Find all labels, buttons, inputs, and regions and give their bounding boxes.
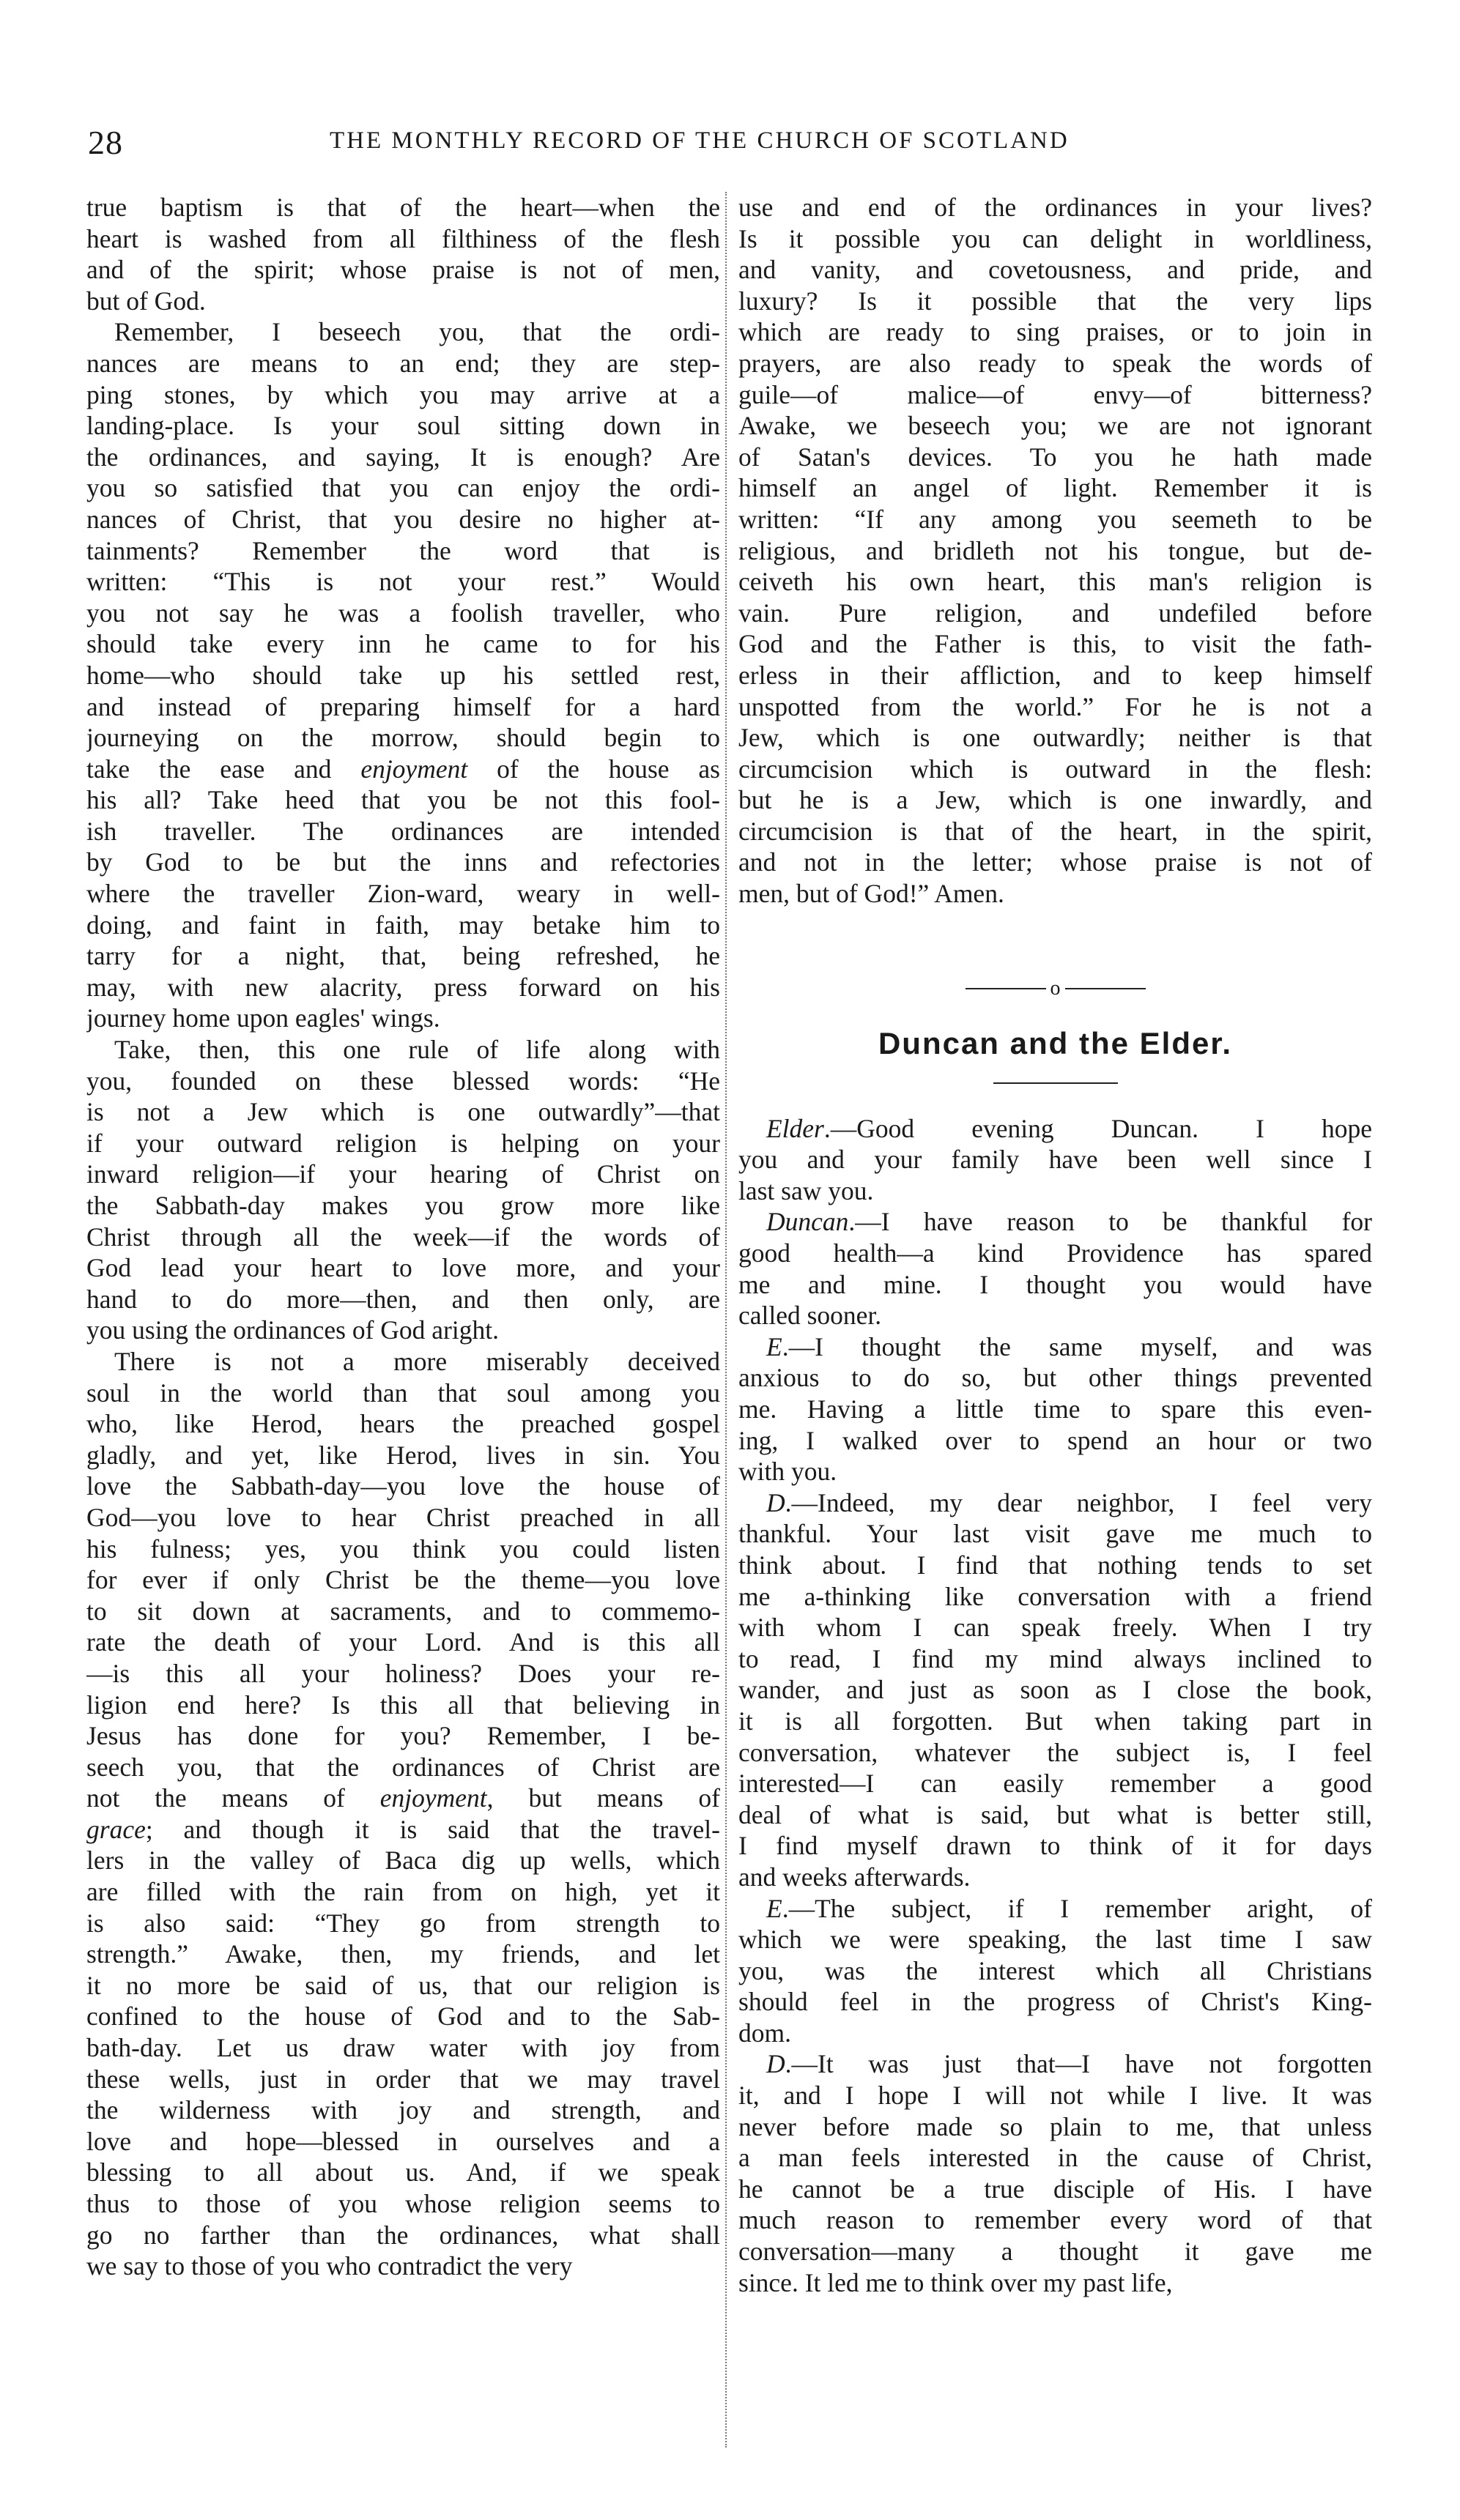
text-line: but of God. bbox=[86, 286, 206, 316]
text-line: Is it possible you can delight in worldliness, bbox=[738, 223, 1372, 253]
right-column bbox=[738, 192, 1372, 2298]
text-line: go no farther than the ordinances, what shall bbox=[86, 2220, 720, 2250]
text-line: these wells, just in order that we may travel bbox=[86, 2064, 720, 2094]
ornament-mark: o bbox=[1050, 976, 1061, 1000]
text-line: which we were speaking, the last time I saw bbox=[738, 1925, 1372, 1955]
text-line: and instead of preparing himself for a hard bbox=[86, 691, 720, 721]
text-line: me. Having a little time to spare this even- bbox=[738, 1394, 1372, 1424]
text-line: you not say he was a foolish traveller, who bbox=[86, 598, 720, 628]
text-line: good health—a kind Providence has spared bbox=[738, 1238, 1372, 1268]
text-line: much reason to remember every word of that bbox=[738, 2205, 1372, 2235]
text-line: D.—Indeed, my dear neighbor, I feel very bbox=[766, 1487, 1372, 1517]
text-line: with whom I can speak freely. When I try bbox=[738, 1613, 1372, 1643]
text-line: deal of what is said, but what is better still, bbox=[738, 1799, 1372, 1829]
text-line: last saw you. bbox=[738, 1175, 874, 1205]
text-line: conversation—many a thought it gave me bbox=[738, 2237, 1372, 2267]
text-line: Jew, which is one outwardly; neither is that bbox=[738, 723, 1372, 753]
left-column bbox=[86, 192, 720, 2282]
text-line: you and your family have been well since I bbox=[738, 1145, 1372, 1175]
text-line: of Satan's devices. To you he hath made bbox=[738, 442, 1372, 472]
text-line: love and hope—blessed in ourselves and a bbox=[86, 2126, 720, 2156]
text-line: grace; and though it is said that the travel- bbox=[86, 1814, 720, 1844]
text-line: is also said: “They go from strength to bbox=[86, 1908, 720, 1938]
text-line: may, with new alacrity, press forward on his bbox=[86, 972, 720, 1002]
text-line: There is not a more miserably deceived bbox=[114, 1346, 720, 1376]
emphasis: grace bbox=[86, 1814, 146, 1844]
text-line: a man feels interested in the cause of Christ, bbox=[738, 2143, 1372, 2173]
text-line: vain. Pure religion, and undefiled before bbox=[738, 598, 1372, 628]
text-line: unspotted from the world.” For he is not a bbox=[738, 691, 1372, 721]
text-line: and weeks afterwards. bbox=[738, 1862, 971, 1892]
emphasis: enjoyment bbox=[360, 754, 468, 784]
text-line: the ordinances, and saying, It is enough? Are bbox=[86, 442, 720, 472]
text-line: blessing to all about us. And, if we speak bbox=[86, 2157, 720, 2188]
text-line: to sit down at sacraments, and to commemo- bbox=[86, 1596, 720, 1626]
text-line: journeying on the morrow, should begin to bbox=[86, 723, 720, 753]
text-line: you so satisfied that you can enjoy the ordi- bbox=[86, 473, 720, 503]
text-line: called sooner. bbox=[738, 1301, 882, 1331]
text-line: his all? Take heed that you be not this fool- bbox=[86, 785, 720, 815]
text-line: D.—It was just that—I have not forgotten bbox=[766, 2049, 1372, 2079]
text-line: nances of Christ, that you desire no higher at- bbox=[86, 504, 720, 534]
article-title: Duncan and the Elder. bbox=[878, 1025, 1233, 1060]
text-line: to read, I find my mind always inclined to bbox=[738, 1643, 1372, 1673]
text-line: nances are means to an end; they are step- bbox=[86, 348, 720, 378]
text-line: thankful. Your last visit gave me much to bbox=[738, 1519, 1372, 1549]
text-line: religious, and bridleth not his tongue, but de- bbox=[738, 535, 1372, 565]
text-line: wander, and just as soon as I close the book, bbox=[738, 1675, 1372, 1705]
text-line: doing, and faint in faith, may betake him to bbox=[86, 910, 720, 940]
text-line: by God to be but the inns and refectories bbox=[86, 847, 720, 877]
text-line: circumcision which is outward in the flesh: bbox=[738, 754, 1372, 784]
text-line: the wilderness with joy and strength, and bbox=[86, 2095, 720, 2125]
text-line: not the means of enjoyment, but means of bbox=[86, 1783, 720, 1813]
text-line: strength.” Awake, then, my friends, and let bbox=[86, 1939, 720, 1969]
text-line: should feel in the progress of Christ's King- bbox=[738, 1987, 1372, 2017]
text-line: who, like Herod, hears the preached gospel bbox=[86, 1409, 720, 1439]
text-line: lers in the valley of Baca dig up wells, which bbox=[86, 1846, 720, 1876]
text-line: journey home upon eagles' wings. bbox=[86, 1003, 440, 1033]
text-line: seech you, that the ordinances of Christ are bbox=[86, 1752, 720, 1782]
text-line: Christ through all the week—if the words of bbox=[86, 1222, 720, 1252]
text-line: with you. bbox=[738, 1457, 837, 1487]
text-line: men, but of God!” Amen. bbox=[738, 879, 1004, 909]
text-line: written: “This is not your rest.” Would bbox=[86, 567, 720, 597]
speaker-name: Elder bbox=[766, 1113, 824, 1143]
running-title: THE MONTHLY RECORD OF THE CHURCH OF SCOTLAND bbox=[330, 127, 1070, 154]
text-line: tainments? Remember the word that is bbox=[86, 535, 720, 565]
text-line: should take every inn he came to for his bbox=[86, 629, 720, 659]
text-line: E.—I thought the same myself, and was bbox=[766, 1331, 1372, 1361]
speaker-name: E bbox=[766, 1331, 782, 1361]
text-line: Jesus has done for you? Remember, I be- bbox=[86, 1721, 720, 1751]
emphasis: enjoyment bbox=[379, 1783, 487, 1813]
page-header bbox=[88, 123, 1377, 167]
text-line: gladly, and yet, like Herod, lives in sin. You bbox=[86, 1440, 720, 1470]
sermon-continuation bbox=[738, 192, 1372, 910]
text-line: confined to the house of God and to the Sab- bbox=[86, 2001, 720, 2032]
text-line: soul in the world than that soul among you bbox=[86, 1378, 720, 1408]
text-line: it, and I hope I will not while I live. It was bbox=[738, 2081, 1372, 2111]
text-line: Remember, I beseech you, that the ordi- bbox=[114, 317, 720, 347]
text-line: God—you love to hear Christ preached in all bbox=[86, 1502, 720, 1532]
speaker-name: Duncan bbox=[766, 1207, 849, 1237]
text-line: ing, I walked over to spend an hour or two bbox=[738, 1425, 1372, 1455]
speaker-name: D bbox=[766, 2049, 785, 2079]
text-line: Awake, we beseech you; we are not ignorant bbox=[738, 411, 1372, 441]
text-line: he cannot be a true disciple of His. I have bbox=[738, 2174, 1372, 2204]
text-line: and not in the letter; whose praise is not of bbox=[738, 847, 1372, 877]
text-line: it is all forgotten. But when taking part in bbox=[738, 1706, 1372, 1736]
dialogue-text bbox=[738, 1113, 1372, 2299]
text-line: Take, then, this one rule of life along with bbox=[114, 1035, 720, 1065]
text-line: guile—of malice—of envy—of bitterness? bbox=[738, 379, 1372, 409]
text-line: the Sabbath-day makes you grow more like bbox=[86, 1191, 720, 1220]
text-line: God and the Father is this, to visit the fath- bbox=[738, 629, 1372, 659]
text-line: since. It led me to think over my past life, bbox=[738, 2267, 1173, 2297]
text-line: and vanity, and covetousness, and pride, and bbox=[738, 255, 1372, 285]
title-rule bbox=[993, 1082, 1118, 1084]
text-line: think about. I find that nothing tends to set bbox=[738, 1550, 1372, 1580]
text-line: love the Sabbath-day—you love the house of bbox=[86, 1471, 720, 1501]
text-line: written: “If any among you seemeth to be bbox=[738, 504, 1372, 534]
text-line: we say to those of you who contradict the very bbox=[86, 2251, 573, 2281]
text-line: himself an angel of light. Remember it is bbox=[738, 473, 1372, 503]
page-number: 28 bbox=[88, 124, 123, 161]
text-line: his fulness; yes, you think you could listen bbox=[86, 1534, 720, 1564]
text-line: ligion end here? Is this all that believing in bbox=[86, 1690, 720, 1720]
text-line: true baptism is that of the heart—when the bbox=[86, 193, 720, 222]
text-line: take the ease and enjoyment of the house as bbox=[86, 754, 720, 784]
text-line: landing-place. Is your soul sitting down in bbox=[86, 411, 720, 441]
text-line: interested—I can easily remember a good bbox=[738, 1769, 1372, 1799]
text-line: thus to those of you whose religion seems to bbox=[86, 2189, 720, 2218]
text-line: use and end of the ordinances in your lives? bbox=[738, 193, 1372, 222]
text-line: me a-thinking like conversation with a friend bbox=[738, 1581, 1372, 1611]
text-line: prayers, are also ready to speak the words of bbox=[738, 348, 1372, 378]
text-line: is not a Jew which is one outwardly”—that bbox=[86, 1097, 720, 1127]
text-line: luxury? Is it possible that the very lips bbox=[738, 286, 1372, 316]
text-line: conversation, whatever the subject is, I feel bbox=[738, 1737, 1372, 1767]
text-line: and of the spirit; whose praise is not of men, bbox=[86, 255, 720, 285]
text-line: you, was the interest which all Christians bbox=[738, 1955, 1372, 1985]
text-line: me and mine. I thought you would have bbox=[738, 1269, 1372, 1299]
text-line: where the traveller Zion-ward, weary in well- bbox=[86, 879, 720, 909]
text-line: circumcision is that of the heart, in the spirit, bbox=[738, 816, 1372, 846]
speaker-name: E bbox=[766, 1893, 782, 1923]
section-ornament bbox=[738, 967, 1372, 1011]
text-line: erless in their affliction, and to keep himself bbox=[738, 660, 1372, 690]
text-line: dom. bbox=[738, 2018, 791, 2048]
column-divider bbox=[725, 192, 727, 2447]
text-line: tarry for a night, that, being refreshed, he bbox=[86, 941, 720, 971]
text-line: heart is washed from all filthiness of the flesh bbox=[86, 223, 720, 253]
text-line: Duncan.—I have reason to be thankful for bbox=[766, 1207, 1372, 1237]
text-line: never before made so plain to me, that unless bbox=[738, 2111, 1372, 2141]
text-line: ish traveller. The ordinances are intended bbox=[86, 816, 720, 846]
text-line: ceiveth his own heart, this man's religion is bbox=[738, 567, 1372, 597]
text-line: inward religion—if your hearing of Christ on bbox=[86, 1159, 720, 1189]
text-line: God lead your heart to love more, and your bbox=[86, 1253, 720, 1283]
text-line: Elder.—Good evening Duncan. I hope bbox=[766, 1113, 1372, 1143]
text-line: are filled with the rain from on high, yet it bbox=[86, 1877, 720, 1907]
text-line: which are ready to sing praises, or to join in bbox=[738, 317, 1372, 347]
text-line: you using the ordinances of God aright. bbox=[86, 1315, 499, 1345]
text-line: hand to do more—then, and then only, are bbox=[86, 1284, 720, 1314]
text-line: it no more be said of us, that our religion is bbox=[86, 1970, 720, 2000]
section-gap bbox=[738, 910, 1372, 967]
text-line: but he is a Jew, which is one inwardly, and bbox=[738, 785, 1372, 815]
text-line: bath-day. Let us draw water with joy from bbox=[86, 2033, 720, 2063]
text-line: for ever if only Christ be the theme—you love bbox=[86, 1565, 720, 1595]
text-line: ping stones, by which you may arrive at a bbox=[86, 379, 720, 409]
ornament-rule-right bbox=[1065, 988, 1146, 989]
text-line: if your outward religion is helping on your bbox=[86, 1128, 720, 1158]
text-line: rate the death of your Lord. And is this all bbox=[86, 1627, 720, 1657]
text-line: I find myself drawn to think of it for days bbox=[738, 1831, 1372, 1861]
text-line: E.—The subject, if I remember aright, of bbox=[766, 1893, 1372, 1923]
text-line: you, founded on these blessed words: “He bbox=[86, 1066, 720, 1096]
text-line: anxious to do so, but other things prevented bbox=[738, 1363, 1372, 1393]
speaker-name: D bbox=[766, 1487, 785, 1517]
text-line: —is this all your holiness? Does your re- bbox=[86, 1658, 720, 1688]
ornament-rule-left bbox=[966, 988, 1046, 989]
text-line: home—who should take up his settled rest, bbox=[86, 660, 720, 690]
